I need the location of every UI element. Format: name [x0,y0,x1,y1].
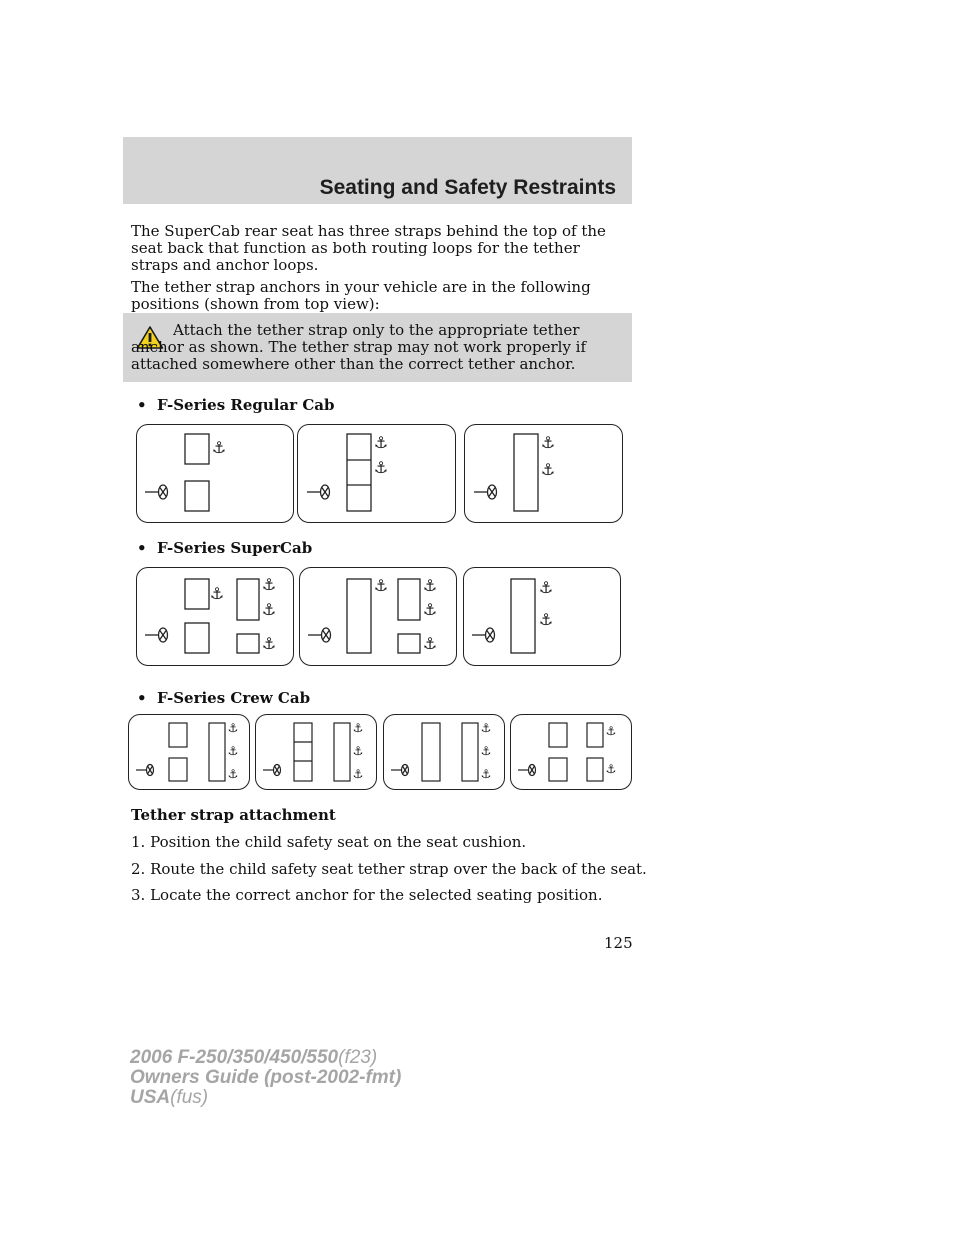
intro-paragraph: The SuperCab rear seat has three straps behind the top of the seat back that function as both routing loops for the tether straps and anchor loops. [131,222,606,274]
anchor-icon: ⚓ [480,767,492,781]
anchor-icon: ⚓ [540,433,556,452]
bullet-regular-cab [137,397,334,414]
footer-guide: Owners Guide (post-2002-fmt) [130,1067,402,1088]
anchor-icon: ⚓ [605,762,617,776]
crew-cab-diagram-3-graphic [384,715,506,791]
anchor-icon: ⚓ [422,576,438,595]
crew-cab-diagram-4 [510,714,632,790]
regular-cab-diagram-3 [464,424,623,523]
supercab-diagram-3-graphic [464,568,622,667]
bullet-supercab [137,540,312,557]
bullet-dot: • [137,689,147,707]
footer-market: USA [130,1087,171,1108]
document-footer [130,1048,401,1108]
crew-cab-diagram-2-graphic [256,715,378,791]
tether-attachment-heading: Tether strap attachment [131,806,336,824]
anchor-icon: ⚓ [209,584,225,603]
attachment-step: 1. Position the child safety seat on the seat cushion. [131,833,527,851]
footer-model-code: (f23) [338,1047,378,1068]
anchor-icon: ⚓ [538,610,554,629]
anchor-icon: ⚓ [261,634,277,653]
regular-cab-diagram-2-graphic [298,425,457,524]
anchor-icon: ⚓ [352,767,364,781]
footer-model: 2006 F-250/350/450/550 [130,1047,339,1068]
crew-cab-label: F-Series Crew Cab [157,689,311,707]
anchor-icon: ⚓ [480,744,492,758]
anchor-icon: ⚓ [422,634,438,653]
supercab-diagram-1 [136,567,294,666]
regular-cab-diagram-3-graphic [465,425,624,524]
attachment-step: 2. Route the child safety seat tether strap over the back of the seat. [131,860,647,878]
page-number: 125 [604,934,633,952]
anchor-icon: ⚓ [211,438,227,457]
supercab-diagram-2-graphic [300,568,458,667]
footer-market-code: (fus) [170,1087,209,1108]
anchor-icon: ⚓ [261,575,277,594]
anchor-icon: ⚓ [540,460,556,479]
warning-text: Attach the tether strap only to the appropriate tether anchor as shown. The tether strap may not work properly if attached somewhere other than the correct tether anchor. [131,321,587,373]
supercab-diagram-2 [299,567,457,666]
regular-cab-diagram-1 [136,424,294,523]
anchor-icon: ⚓ [352,721,364,735]
section-header [123,137,632,204]
supercab-diagram-3 [463,567,621,666]
crew-cab-diagram-4-graphic [511,715,633,791]
anchor-icon: ⚓ [373,576,389,595]
anchor-icon: ⚓ [352,744,364,758]
crew-cab-diagram-1-graphic [129,715,251,791]
warning-box [123,313,632,382]
regular-cab-diagram-2 [297,424,456,523]
anchor-icon: ⚓ [538,578,554,597]
anchor-icon: ⚓ [480,721,492,735]
bullet-dot: • [137,539,147,557]
regular-cab-label: F-Series Regular Cab [157,396,335,414]
anchor-icon: ⚓ [373,433,389,452]
crew-cab-diagram-2 [255,714,377,790]
bullet-dot: • [137,396,147,414]
crew-cab-diagram-1 [128,714,250,790]
bullet-crew-cab [137,690,310,707]
crew-cab-diagram-3 [383,714,505,790]
anchor-icon: ⚓ [422,600,438,619]
anchor-icon: ⚓ [605,724,617,738]
anchor-icon: ⚓ [227,767,239,781]
attachment-step: 3. Locate the correct anchor for the selected seating position. [131,886,603,904]
regular-cab-diagram-1-graphic [137,425,295,524]
supercab-diagram-1-graphic [137,568,295,667]
section-title: Seating and Safety Restraints [319,176,616,199]
anchor-icon: ⚓ [227,744,239,758]
anchor-icon: ⚓ [373,458,389,477]
supercab-label: F-Series SuperCab [157,539,313,557]
anchor-icon: ⚓ [261,600,277,619]
anchor-positions-paragraph: The tether strap anchors in your vehicle are in the following positions (shown from top view): [131,278,591,313]
anchor-icon: ⚓ [227,721,239,735]
